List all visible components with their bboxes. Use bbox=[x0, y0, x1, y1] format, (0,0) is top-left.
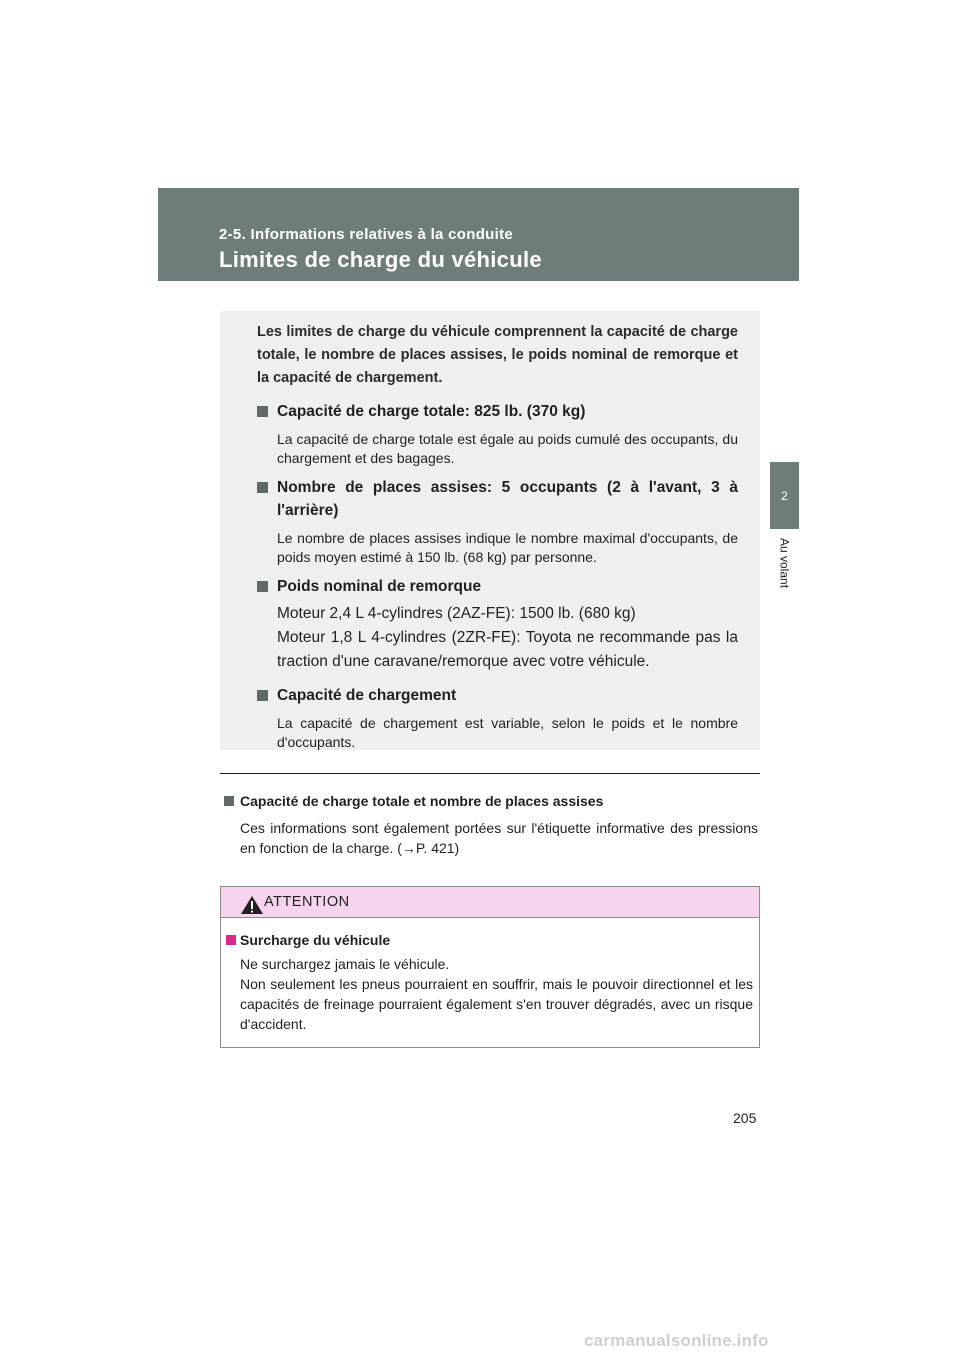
page-number: 205 bbox=[733, 1110, 757, 1126]
summary-intro: Les limites de charge du véhicule comprennent la capacité de charge totale, le nombre de places assises, le poids nominal de remorque et la capacité de chargement. bbox=[257, 324, 738, 386]
list-item bbox=[257, 476, 738, 567]
note-heading-text: Capacité de charge totale et nombre de places assises bbox=[240, 793, 604, 809]
divider bbox=[220, 773, 760, 774]
attention-line: Ne surchargez jamais le véhicule. bbox=[240, 956, 450, 972]
item-body: La capacité de chargement est variable, selon le poids et le nombre d'occupants. bbox=[277, 715, 738, 750]
note-section bbox=[224, 792, 758, 858]
section-label: 2-5. Informations relatives à la conduite bbox=[219, 226, 514, 243]
item-body: La capacité de charge totale est égale au poids cumulé des occupants, du chargement et des bagages. bbox=[277, 431, 738, 466]
attention-box bbox=[220, 886, 760, 1048]
list-item bbox=[257, 400, 738, 468]
item-heading bbox=[257, 684, 738, 707]
item-body: Le nombre de places assises indique le nombre maximal d'occupants, de poids moyen estimé à 150 lb. (68 kg) par personne. bbox=[277, 530, 738, 565]
summary-box bbox=[220, 311, 760, 750]
warning-icon bbox=[240, 895, 264, 915]
item-body bbox=[257, 602, 738, 674]
list-item bbox=[257, 684, 738, 752]
list-item bbox=[257, 575, 738, 674]
square-bullet-icon bbox=[224, 796, 234, 806]
attention-content bbox=[221, 918, 759, 1034]
square-bullet-icon bbox=[257, 482, 268, 493]
square-bullet-icon bbox=[257, 690, 268, 701]
note-heading bbox=[224, 792, 758, 810]
square-bullet-icon bbox=[257, 581, 268, 592]
attention-body bbox=[226, 954, 753, 1034]
item-line: Moteur 1,8 L 4-cylindres (2ZR-FE): Toyota ne recommande pas la traction d'une caravane/remorque avec votre véhicule. bbox=[277, 629, 738, 670]
item-heading-text: Capacité de chargement bbox=[277, 687, 457, 704]
attention-heading bbox=[226, 931, 753, 949]
item-heading bbox=[257, 400, 738, 423]
chapter-label: Au volant bbox=[777, 538, 792, 589]
item-heading bbox=[257, 476, 738, 522]
item-line: Moteur 2,4 L 4-cylindres (2AZ-FE): 1500 lb. (680 kg) bbox=[277, 605, 636, 622]
attention-title: ATTENTION bbox=[264, 894, 350, 910]
chapter-tab[interactable]: 2 bbox=[770, 462, 799, 529]
page-title: Limites de charge du véhicule bbox=[219, 247, 542, 272]
square-bullet-icon bbox=[257, 406, 268, 417]
attention-line: Non seulement les pneus pourraient en souffrir, mais le pouvoir directionnel et les capacités de freinage pourraient également s'en trouver dégradés, avec un risque d'accident. bbox=[240, 976, 753, 1032]
item-heading-text: Nombre de places assises: 5 occupants (2 à l'avant, 3 à l'arrière) bbox=[277, 479, 738, 519]
square-bullet-icon bbox=[226, 935, 236, 945]
attention-heading-text: Surcharge du véhicule bbox=[240, 932, 391, 948]
item-heading-text: Poids nominal de remorque bbox=[277, 578, 482, 595]
note-body: Ces informations sont également portées sur l'étiquette informative des pressions en fonction de la charge. (→P. 421) bbox=[240, 820, 758, 856]
attention-header bbox=[221, 887, 759, 918]
item-heading-text: Capacité de charge totale: 825 lb. (370 kg) bbox=[277, 403, 586, 420]
item-heading bbox=[257, 575, 738, 598]
watermark: carmanualsonline.info bbox=[584, 1331, 769, 1350]
